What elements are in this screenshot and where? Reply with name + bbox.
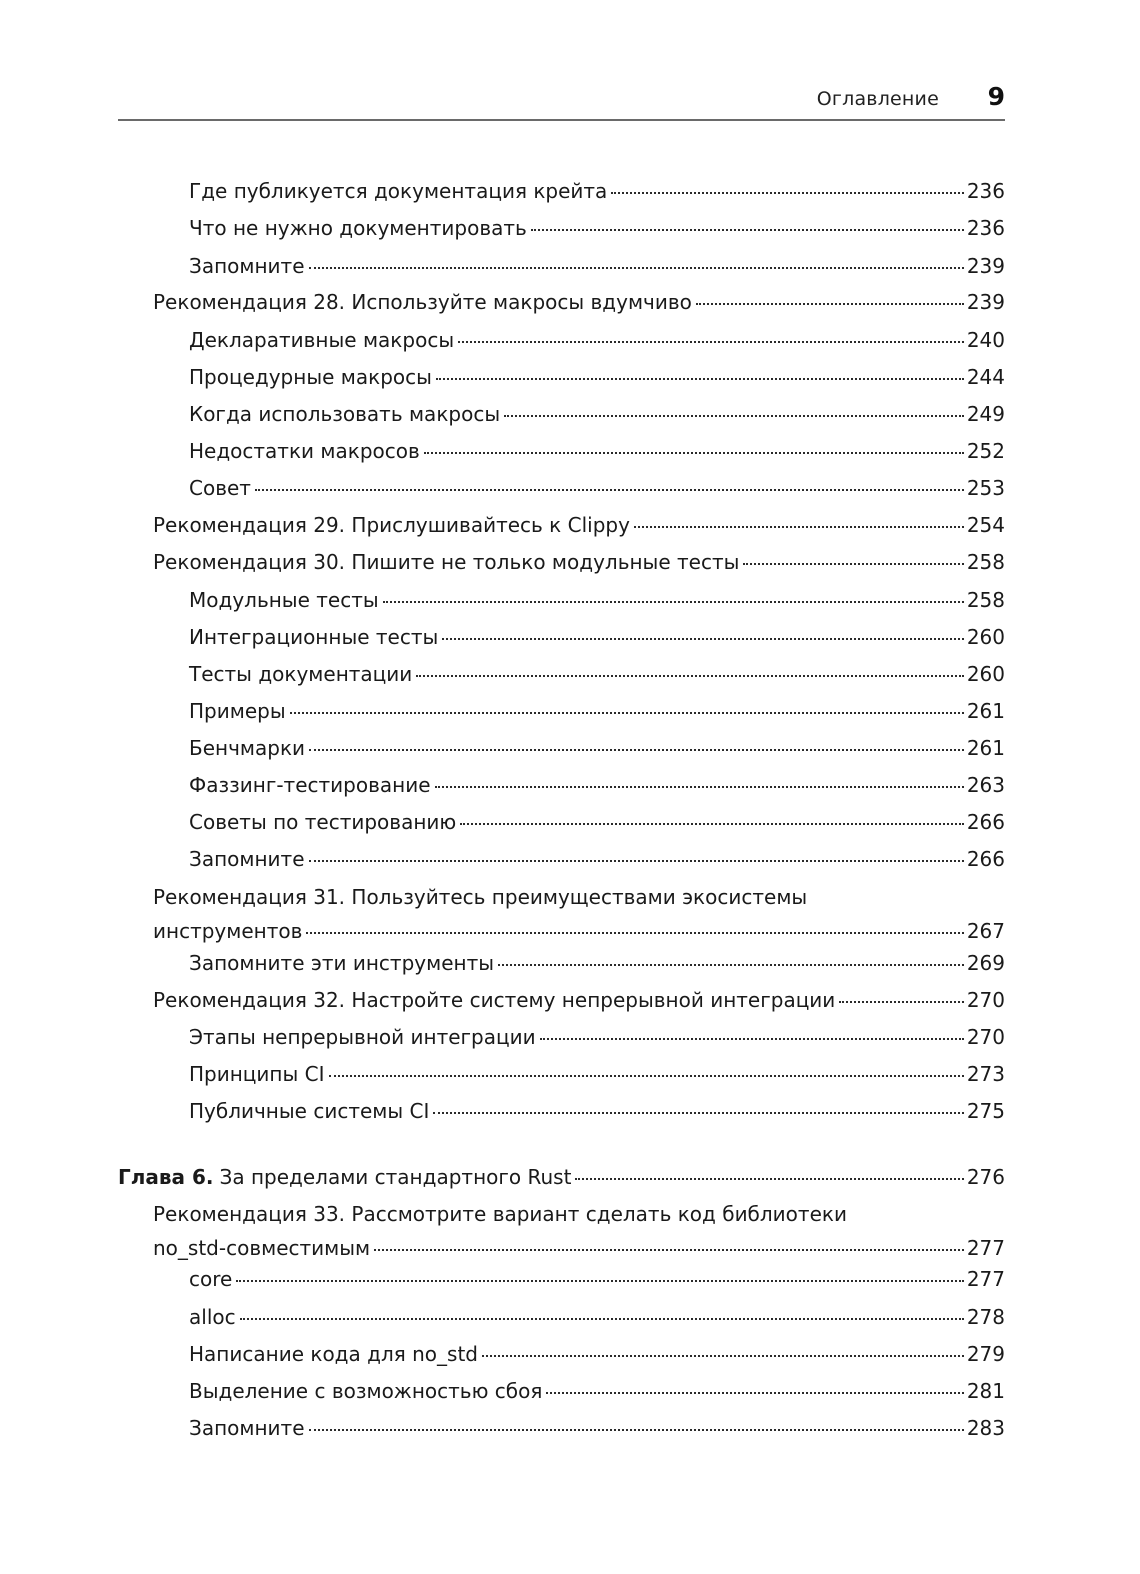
toc-entry-title: Процедурные макросы <box>189 365 432 389</box>
dot-leader <box>416 675 964 677</box>
toc-entry-title: Бенчмарки <box>189 736 306 760</box>
toc-entry-title: Запомните <box>189 254 305 278</box>
page-number: 9 <box>987 82 1005 111</box>
toc-entry-title-continued: no_std-совместимым <box>153 1236 371 1260</box>
toc-entry-title: Рекомендация 32. Настройте систему непрерывной интеграции <box>153 988 836 1012</box>
toc-entry-title: Декларативные макросы <box>189 328 455 352</box>
toc-entry-page: 281 <box>966 1379 1005 1403</box>
dot-leader <box>309 267 964 269</box>
dot-leader <box>696 303 964 305</box>
toc-entry <box>189 1414 1005 1442</box>
toc-entry-page: 240 <box>966 328 1005 352</box>
toc-entry-title: Рекомендация 30. Пишите не только модульные тесты <box>153 550 740 574</box>
running-header-title: Оглавление <box>816 88 939 110</box>
dot-leader <box>743 563 963 565</box>
toc-entry-page: 258 <box>966 550 1005 574</box>
toc-entry <box>189 400 1005 428</box>
toc-entry-title: Принципы CI <box>189 1062 325 1086</box>
dot-leader <box>309 860 964 862</box>
dot-leader <box>504 415 964 417</box>
toc-entry <box>189 660 1005 688</box>
dot-leader <box>236 1280 963 1282</box>
toc-entry-title: Примеры <box>189 699 286 723</box>
toc-entry <box>189 808 1005 836</box>
toc-entry <box>189 474 1005 502</box>
toc-entry-page: 277 <box>966 1236 1005 1260</box>
toc-entry <box>189 1377 1005 1405</box>
toc-entry-page: 278 <box>966 1305 1005 1329</box>
toc-entry-page: 283 <box>966 1416 1005 1440</box>
toc-entry-title: Модульные тесты <box>189 588 379 612</box>
toc-entry-page: 275 <box>966 1099 1005 1123</box>
toc-entry <box>189 734 1005 762</box>
toc-entry <box>189 363 1005 391</box>
toc-entry <box>189 845 1005 873</box>
toc-entry <box>153 511 1005 539</box>
toc-entry-page: 270 <box>966 1025 1005 1049</box>
toc-entry-title: Фаззинг-тестирование <box>189 773 431 797</box>
toc-entry-page: 236 <box>966 216 1005 240</box>
toc-entry-page: 263 <box>966 773 1005 797</box>
toc-entry <box>189 437 1005 465</box>
toc-entry-page: 266 <box>966 810 1005 834</box>
chapter-label: Глава 6. <box>118 1165 214 1189</box>
toc-entry-page: 279 <box>966 1342 1005 1366</box>
toc-entry-title: Запомните <box>189 847 305 871</box>
toc-entry <box>189 697 1005 725</box>
toc-entry <box>153 1200 1005 1264</box>
toc-entry-title: Советы по тестированию <box>189 810 457 834</box>
toc-entry-page: 273 <box>966 1062 1005 1086</box>
toc-entry <box>189 623 1005 651</box>
dot-leader <box>435 786 964 788</box>
dot-leader <box>611 192 964 194</box>
toc-entry-title: Рекомендация 31. Пользуйтесь преимуществами экосистемы <box>153 885 808 909</box>
dot-leader <box>306 932 963 934</box>
dot-leader <box>290 712 964 714</box>
toc-entry-title: Тесты документации <box>189 662 413 686</box>
toc-entry <box>189 1303 1005 1331</box>
toc-entry-title: Совет <box>189 476 251 500</box>
toc-entry-page: 269 <box>966 951 1005 975</box>
toc-entry <box>189 1023 1005 1051</box>
toc-entry-title: Недостатки макросов <box>189 439 420 463</box>
dot-leader <box>839 1001 964 1003</box>
toc-entry-page: 266 <box>966 847 1005 871</box>
toc-entry-page: 244 <box>966 365 1005 389</box>
toc-entry <box>189 1060 1005 1088</box>
toc-entry <box>189 586 1005 614</box>
toc-entry <box>189 949 1005 977</box>
toc-entry-page: 236 <box>966 179 1005 203</box>
dot-leader <box>424 452 964 454</box>
dot-leader <box>482 1355 964 1357</box>
toc-entry <box>189 1097 1005 1125</box>
dot-leader <box>460 823 964 825</box>
dot-leader <box>309 749 964 751</box>
toc-entry-page: 258 <box>966 588 1005 612</box>
toc-entry-page: 261 <box>966 699 1005 723</box>
dot-leader <box>634 526 964 528</box>
toc-entry-title: Запомните эти инструменты <box>189 951 495 975</box>
toc-entry-page: 276 <box>966 1165 1005 1189</box>
toc-entry-title: За пределами стандартного Rust <box>219 1165 572 1189</box>
toc-entry <box>153 883 1005 947</box>
toc-entry-page: 261 <box>966 736 1005 760</box>
toc-entry-page: 252 <box>966 439 1005 463</box>
toc-entry-title-continued: инструментов <box>153 919 303 943</box>
dot-leader <box>309 1429 964 1431</box>
dot-leader <box>540 1038 964 1040</box>
toc-entry-title: Рекомендация 33. Рассмотрите вариант сделать код библиотеки <box>153 1202 847 1226</box>
dot-leader <box>433 1112 963 1114</box>
toc-chapter-entry <box>118 1163 1005 1191</box>
toc-entry-page: 267 <box>966 919 1005 943</box>
toc-entry-page: 270 <box>966 988 1005 1012</box>
toc-entry-title: alloc <box>189 1305 236 1329</box>
toc-entry <box>189 326 1005 354</box>
toc-entry-page: 239 <box>966 254 1005 278</box>
toc-entry-title: Запомните <box>189 1416 305 1440</box>
dot-leader <box>442 638 964 640</box>
dot-leader <box>374 1249 964 1251</box>
toc-entry-page: 260 <box>966 625 1005 649</box>
dot-leader <box>546 1392 963 1394</box>
toc-entry-page: 239 <box>966 290 1005 314</box>
toc-entry <box>189 771 1005 799</box>
dot-leader <box>240 1318 964 1320</box>
toc-entry <box>189 177 1005 205</box>
toc-entry-title: Когда использовать макросы <box>189 402 501 426</box>
toc-entry <box>189 1265 1005 1293</box>
dot-leader <box>498 964 964 966</box>
toc-entry-page: 253 <box>966 476 1005 500</box>
toc-entry-page: 260 <box>966 662 1005 686</box>
toc-entry-title: Написание кода для no_std <box>189 1342 478 1366</box>
dot-leader <box>531 229 964 231</box>
toc-entry-title: Выделение с возможностью сбоя <box>189 1379 543 1403</box>
dot-leader <box>255 489 964 491</box>
toc-entry-title: Где публикуется документация крейта <box>189 179 608 203</box>
toc-entry-page: 277 <box>966 1267 1005 1291</box>
dot-leader <box>383 601 964 603</box>
toc-entry-title: Этапы непрерывной интеграции <box>189 1025 536 1049</box>
toc-entry <box>153 548 1005 576</box>
dot-leader <box>329 1075 964 1077</box>
dot-leader <box>575 1178 963 1180</box>
toc-entry-title: Что не нужно документировать <box>189 216 527 240</box>
toc-entry-title: core <box>189 1267 233 1291</box>
dot-leader <box>458 341 964 343</box>
toc-entry <box>189 252 1005 280</box>
toc-entry <box>153 288 1005 316</box>
toc-entry-page: 254 <box>966 513 1005 537</box>
dot-leader <box>436 378 964 380</box>
toc-entry <box>189 214 1005 242</box>
toc-entry-title: Публичные системы CI <box>189 1099 430 1123</box>
toc-entry <box>153 986 1005 1014</box>
toc-entry-title: Рекомендация 29. Прислушивайтесь к Clippy <box>153 513 630 537</box>
toc-entry-title: Рекомендация 28. Используйте макросы вдумчиво <box>153 290 692 314</box>
toc-entry-page: 249 <box>966 402 1005 426</box>
toc-entry <box>189 1340 1005 1368</box>
toc-entry-title: Интеграционные тесты <box>189 625 439 649</box>
